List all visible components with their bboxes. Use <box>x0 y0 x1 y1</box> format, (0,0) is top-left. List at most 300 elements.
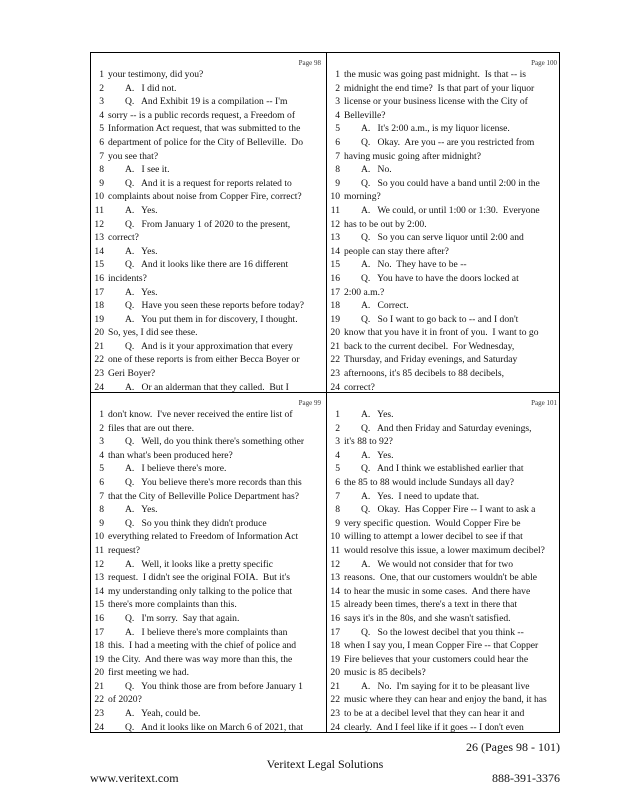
transcript-line <box>327 299 561 313</box>
transcript-page-100 <box>327 53 561 393</box>
line-number: 2 <box>335 422 340 434</box>
line-number: 11 <box>330 544 340 556</box>
line-text: A. I did not. <box>125 82 177 94</box>
line-text: Q. You believe there's more records than this <box>125 476 302 488</box>
line-number: 20 <box>94 327 104 339</box>
line-text: when I say you, I mean Copper Fire -- that Copper <box>344 640 539 652</box>
transcript-line <box>91 571 325 585</box>
line-text: Q. And then Friday and Saturday evenings, <box>361 422 532 434</box>
line-text: one of these reports is from either Becca Boyer or <box>108 354 300 366</box>
line-text: music is 85 decibels? <box>344 667 426 679</box>
line-number: 11 <box>330 204 340 216</box>
transcript-line <box>327 721 561 735</box>
transcript-line <box>327 190 561 204</box>
line-number: 22 <box>94 694 104 706</box>
line-text: Q. And it is a request for reports related to <box>125 177 292 189</box>
line-number: 14 <box>94 585 104 597</box>
line-text: department of police for the City of Belleville. Do <box>108 136 304 148</box>
line-text: it's 88 to 92? <box>344 436 393 448</box>
transcript-line <box>327 422 561 436</box>
line-text: A. Correct. <box>361 300 409 312</box>
line-text: A. It's 2:00 a.m., is my liquor license. <box>361 123 510 135</box>
line-text: morning? <box>344 191 381 203</box>
line-text: 2:00 a.m.? <box>344 286 385 298</box>
line-number: 5 <box>99 463 104 475</box>
transcript-line <box>327 626 561 640</box>
transcript-line <box>91 435 325 449</box>
line-number: 7 <box>335 150 340 162</box>
line-text: this. I had a meeting with the chief of police and <box>108 640 297 652</box>
line-number: 24 <box>330 721 340 733</box>
line-text: Q. And Exhibit 19 is a compilation -- I'm <box>125 96 288 108</box>
line-text: of 2020? <box>108 694 142 706</box>
transcript-line <box>327 680 561 694</box>
transcript-line <box>91 707 325 721</box>
line-number: 4 <box>335 449 340 461</box>
line-text: A. No. I'm saying for it to be pleasant live <box>361 680 530 692</box>
transcript-line <box>327 136 561 150</box>
line-text: A. Yes. <box>125 245 158 257</box>
line-text: afternoons, it's 85 decibels to 88 decibels, <box>344 368 504 380</box>
line-text: the music was going past midnight. Is that -- is <box>344 69 526 80</box>
transcript-line <box>91 190 325 204</box>
line-number: 1 <box>99 69 104 80</box>
line-number: 2 <box>335 82 340 94</box>
page-label: Page 98 <box>298 59 321 67</box>
line-number: 17 <box>330 626 340 638</box>
line-text: Q. So you think they didn't produce <box>125 517 267 529</box>
line-text: midnight the end time? Is that part of your liquor <box>344 82 535 94</box>
line-number: 8 <box>335 164 340 176</box>
line-number: 4 <box>335 109 340 121</box>
line-number: 8 <box>99 164 104 176</box>
line-text: to be at a decibel level that they can hear it and <box>344 708 525 720</box>
transcript-page-101 <box>327 393 561 733</box>
line-text: having music going after midnight? <box>344 150 481 162</box>
line-text: Q. And it looks like there are 16 different <box>125 259 289 271</box>
transcript-line <box>327 449 561 463</box>
line-number: 24 <box>94 381 104 393</box>
line-number: 10 <box>94 531 104 543</box>
line-number: 14 <box>94 245 104 257</box>
phone-number: 888-391-3376 <box>492 771 560 785</box>
line-number: 6 <box>99 136 104 148</box>
line-number: 21 <box>94 340 104 352</box>
line-text: my understanding only talking to the police that <box>108 585 293 597</box>
line-text: Q. I'm sorry. Say that again. <box>125 612 240 624</box>
transcript-line <box>327 258 561 272</box>
line-text: A. I see it. <box>125 164 170 176</box>
line-text: would resolve this issue, a lower maximum decibel? <box>344 544 545 556</box>
line-number: 14 <box>330 245 340 257</box>
transcript-line <box>91 326 325 340</box>
line-text: very specific question. Would Copper Fire be <box>344 517 521 529</box>
transcript-line <box>327 245 561 259</box>
transcript-line <box>327 598 561 612</box>
line-text: Q. You have to have the doors locked at <box>361 272 519 284</box>
line-number: 24 <box>330 381 340 393</box>
transcript-lines <box>327 68 561 394</box>
transcript-line <box>91 666 325 680</box>
transcript-line <box>91 204 325 218</box>
line-text: the City. And there was way more than this, the <box>108 653 293 665</box>
transcript-line <box>91 408 325 422</box>
line-number: 10 <box>94 191 104 203</box>
line-text: that the City of Belleville Police Department has? <box>108 490 300 502</box>
line-number: 15 <box>330 259 340 271</box>
transcript-line <box>91 653 325 667</box>
transcript-line <box>91 258 325 272</box>
line-text: complaints about noise from Copper Fire, correct? <box>108 191 302 203</box>
transcript-line <box>327 150 561 164</box>
line-text: Q. Well, do you think there's something other <box>125 436 305 448</box>
line-number: 17 <box>330 286 340 298</box>
transcript-line <box>91 136 325 150</box>
line-text: A. Or an alderman that they called. But I <box>125 381 289 393</box>
line-number: 13 <box>330 232 340 244</box>
line-text: A. Yes. <box>125 204 158 216</box>
line-text: A. No. They have to be -- <box>361 259 467 271</box>
line-number: 9 <box>335 517 340 529</box>
line-text: A. No. <box>361 164 392 176</box>
line-number: 23 <box>330 368 340 380</box>
line-text: Q. So I want to go back to -- and I don't <box>361 313 519 325</box>
transcript-line <box>327 476 561 490</box>
transcript-line <box>327 218 561 232</box>
transcript-line <box>327 326 561 340</box>
line-number: 21 <box>330 680 340 692</box>
transcript-line <box>327 272 561 286</box>
transcript-line <box>327 109 561 123</box>
line-number: 22 <box>94 354 104 366</box>
transcript-line <box>327 490 561 504</box>
line-number: 3 <box>99 96 104 108</box>
line-number: 3 <box>335 436 340 448</box>
transcript-line <box>91 353 325 367</box>
line-number: 20 <box>94 667 104 679</box>
line-number: 3 <box>99 436 104 448</box>
transcript-line <box>91 598 325 612</box>
line-text: music where they can hear and enjoy the band, it has <box>344 694 547 706</box>
line-number: 15 <box>330 599 340 611</box>
page-summary: 26 (Pages 98 - 101) <box>466 740 560 754</box>
line-text: correct? <box>344 381 375 393</box>
transcript-line <box>91 286 325 300</box>
transcript-line <box>327 530 561 544</box>
line-text: license or your business license with the City of <box>344 96 528 108</box>
line-number: 4 <box>99 449 104 461</box>
transcript-line <box>327 340 561 354</box>
line-number: 12 <box>94 558 104 570</box>
line-number: 15 <box>94 599 104 611</box>
transcript-line <box>91 95 325 109</box>
line-text: Q. So you can serve liquor until 2:00 and <box>361 232 524 244</box>
transcript-line <box>327 95 561 109</box>
transcript-page-98 <box>91 53 325 393</box>
transcript-line <box>91 693 325 707</box>
line-text: A. We would not consider that for two <box>361 558 513 570</box>
line-number: 14 <box>330 585 340 597</box>
line-text: A. Yes. <box>125 286 158 298</box>
transcript-line <box>327 82 561 96</box>
line-number: 16 <box>94 612 104 624</box>
line-number: 21 <box>94 680 104 692</box>
line-number: 19 <box>330 653 340 665</box>
line-text: A. Yeah, could be. <box>125 708 201 720</box>
line-text: Q. From January 1 of 2020 to the present, <box>125 218 291 230</box>
transcript-line <box>327 408 561 422</box>
page-label: Page 99 <box>298 399 321 407</box>
transcript-line <box>327 462 561 476</box>
transcript-line <box>327 585 561 599</box>
transcript-line <box>91 626 325 640</box>
line-text: says it's in the 80s, and she wasn't satisfied. <box>344 612 511 624</box>
transcript-lines <box>91 68 325 394</box>
line-number: 4 <box>99 109 104 121</box>
transcript-line <box>91 680 325 694</box>
transcript-line <box>91 150 325 164</box>
transcript-line <box>91 122 325 136</box>
transcript-line <box>327 353 561 367</box>
line-number: 23 <box>330 708 340 720</box>
transcript-line <box>91 177 325 191</box>
transcript-line <box>327 544 561 558</box>
line-text: there's more complaints than this. <box>108 599 237 611</box>
line-number: 1 <box>335 409 340 420</box>
line-text: reasons. One, that our customers wouldn't be able <box>344 572 538 584</box>
transcript-line <box>327 177 561 191</box>
transcript-line <box>327 558 561 572</box>
line-text: Q. And it looks like on March 6 of 2021, that <box>125 721 303 733</box>
transcript-line <box>327 313 561 327</box>
line-number: 15 <box>94 259 104 271</box>
line-number: 9 <box>99 517 104 529</box>
line-number: 9 <box>99 177 104 189</box>
transcript-line <box>327 204 561 218</box>
line-number: 12 <box>330 558 340 570</box>
line-text: Information Act request, that was submitted to the <box>108 123 301 135</box>
line-text: incidents? <box>108 272 147 284</box>
transcript-line <box>91 245 325 259</box>
line-text: A. Yes. <box>125 504 158 516</box>
line-text: A. Yes. <box>361 409 394 420</box>
line-text: already been times, there's a text in there that <box>344 599 518 611</box>
line-text: than what's been produced here? <box>108 449 233 461</box>
transcript-line <box>91 68 325 82</box>
transcript-line <box>91 218 325 232</box>
line-number: 2 <box>99 82 104 94</box>
transcript-line <box>91 272 325 286</box>
transcript-line <box>91 163 325 177</box>
line-text: you see that? <box>108 150 159 162</box>
transcript-line <box>327 693 561 707</box>
line-text: correct? <box>108 232 139 244</box>
transcript-line <box>91 449 325 463</box>
transcript-line <box>91 231 325 245</box>
line-text: has to be out by 2:00. <box>344 218 427 230</box>
line-number: 5 <box>99 123 104 135</box>
line-text: Q. Okay. Has Copper Fire -- I want to ask a <box>361 504 536 516</box>
line-text: Q. And is it your approximation that every <box>125 340 293 352</box>
transcript-lines <box>91 408 325 734</box>
page-label: Page 101 <box>531 399 557 407</box>
line-number: 5 <box>335 123 340 135</box>
line-number: 13 <box>94 232 104 244</box>
line-number: 6 <box>335 476 340 488</box>
transcript-line <box>91 313 325 327</box>
transcript-line <box>327 286 561 300</box>
transcript-line <box>91 503 325 517</box>
transcript-line <box>91 82 325 96</box>
line-number: 18 <box>330 640 340 652</box>
line-text: clearly. And I feel like if it goes -- I don't even <box>344 721 524 733</box>
line-text: Q. So the lowest decibel that you think -- <box>361 626 524 638</box>
line-text: request? <box>108 544 140 556</box>
line-text: Q. So you could have a band until 2:00 in the <box>361 177 540 189</box>
line-number: 17 <box>94 286 104 298</box>
line-text: Q. Okay. Are you -- are you restricted from <box>361 136 535 148</box>
transcript-line <box>327 666 561 680</box>
line-text: A. I believe there's more complaints than <box>125 626 288 638</box>
line-text: A. Well, it looks like a pretty specific <box>125 558 273 570</box>
transcript-line <box>327 122 561 136</box>
line-number: 11 <box>94 544 104 556</box>
line-text: A. I believe there's more. <box>125 463 227 475</box>
line-text: Fire believes that your customers could hear the <box>344 653 529 665</box>
transcript-line <box>327 571 561 585</box>
line-number: 13 <box>94 572 104 584</box>
line-number: 21 <box>330 340 340 352</box>
transcript-line <box>91 544 325 558</box>
line-text: everything related to Freedom of Information Act <box>108 531 299 543</box>
line-number: 23 <box>94 368 104 380</box>
transcript-line <box>327 163 561 177</box>
website-link[interactable]: www.veritext.com <box>90 771 179 785</box>
transcript-line <box>91 367 325 381</box>
line-text: request. I didn't see the original FOIA. But it's <box>108 572 290 584</box>
page-label: Page 100 <box>531 59 557 67</box>
transcript-line <box>91 476 325 490</box>
line-text: Thursday, and Friday evenings, and Saturday <box>344 354 518 366</box>
line-number: 1 <box>99 409 104 420</box>
transcript-line <box>91 299 325 313</box>
line-number: 6 <box>335 136 340 148</box>
transcript-line <box>91 639 325 653</box>
line-number: 17 <box>94 626 104 638</box>
line-number: 3 <box>335 96 340 108</box>
line-text: A. Yes. <box>361 449 394 461</box>
transcript-line <box>327 503 561 517</box>
line-number: 1 <box>335 69 340 80</box>
line-number: 19 <box>94 653 104 665</box>
line-text: sorry -- is a public records request, a Freedom of <box>108 109 296 121</box>
transcript-line <box>91 490 325 504</box>
transcript-line <box>91 340 325 354</box>
line-text: back to the current decibel. For Wednesday, <box>344 340 515 352</box>
line-number: 10 <box>330 531 340 543</box>
transcript-line <box>91 612 325 626</box>
transcript-line <box>91 585 325 599</box>
transcript-line <box>91 422 325 436</box>
line-number: 19 <box>94 313 104 325</box>
line-number: 22 <box>330 354 340 366</box>
line-text: know that you have it in front of you. I want to go <box>344 327 539 339</box>
transcript-line <box>91 558 325 572</box>
line-text: to hear the music in some cases. And there have <box>344 585 531 597</box>
line-number: 5 <box>335 463 340 475</box>
transcript-lines <box>327 408 561 734</box>
line-number: 10 <box>330 191 340 203</box>
line-text: A. You put them in for discovery, I thought. <box>125 313 298 325</box>
line-number: 8 <box>335 504 340 516</box>
line-number: 12 <box>94 218 104 230</box>
line-number: 7 <box>335 490 340 502</box>
transcript-page-99 <box>91 393 325 733</box>
line-text: files that are out there. <box>108 422 195 434</box>
line-text: Geri Boyer? <box>108 368 156 380</box>
line-number: 20 <box>330 667 340 679</box>
line-number: 20 <box>330 327 340 339</box>
transcript-line <box>327 707 561 721</box>
line-number: 2 <box>99 422 104 434</box>
transcript-line <box>327 639 561 653</box>
line-number: 23 <box>94 708 104 720</box>
line-text: Q. And I think we established earlier that <box>361 463 524 475</box>
line-text: Q. Have you seen these reports before today? <box>125 300 305 312</box>
line-number: 11 <box>94 204 104 216</box>
line-text: So, yes, I did see these. <box>108 327 198 339</box>
line-text: first meeting we had. <box>108 667 189 679</box>
line-number: 8 <box>99 504 104 516</box>
line-text: people can stay there after? <box>344 245 449 257</box>
transcript-line <box>91 721 325 735</box>
transcript-line <box>327 517 561 531</box>
line-number: 18 <box>330 300 340 312</box>
line-number: 9 <box>335 177 340 189</box>
transcript-line <box>91 530 325 544</box>
line-text: willing to attempt a lower decibel to see if that <box>344 531 523 543</box>
transcript-line <box>327 231 561 245</box>
line-number: 24 <box>94 721 104 733</box>
line-number: 13 <box>330 572 340 584</box>
transcript-line <box>327 435 561 449</box>
line-number: 7 <box>99 490 104 502</box>
line-number: 16 <box>94 272 104 284</box>
line-text: A. Yes. I need to update that. <box>361 490 480 502</box>
line-text: Q. You think those are from before January 1 <box>125 680 303 692</box>
line-number: 7 <box>99 150 104 162</box>
line-number: 12 <box>330 218 340 230</box>
line-text: Belleville? <box>344 109 386 121</box>
line-text: A. We could, or until 1:00 or 1:30. Everyone <box>361 204 540 216</box>
line-number: 18 <box>94 300 104 312</box>
transcript-line <box>91 462 325 476</box>
transcript-line <box>91 517 325 531</box>
company-name: Veritext Legal Solutions <box>266 757 384 771</box>
line-text: the 85 to 88 would include Sundays all day? <box>344 476 514 488</box>
transcript-line <box>327 612 561 626</box>
transcript-line <box>327 653 561 667</box>
line-number: 16 <box>330 272 340 284</box>
line-number: 18 <box>94 640 104 652</box>
transcript-line <box>91 109 325 123</box>
line-number: 16 <box>330 612 340 624</box>
line-text: don't know. I've never received the entire list of <box>108 409 293 420</box>
transcript-line <box>327 367 561 381</box>
line-number: 22 <box>330 694 340 706</box>
line-number: 19 <box>330 313 340 325</box>
line-text: your testimony, did you? <box>108 69 204 80</box>
